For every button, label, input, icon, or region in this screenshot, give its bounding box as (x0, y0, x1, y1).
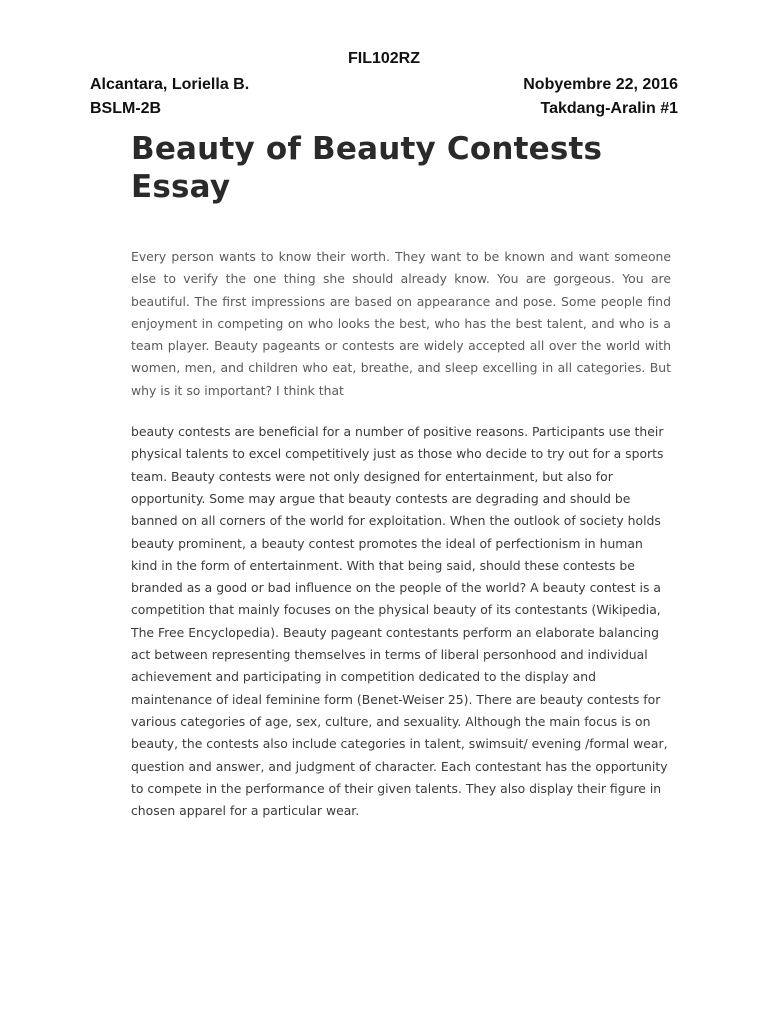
student-section: BSLM-2B (90, 100, 162, 117)
header-row-section-assignment (90, 100, 678, 118)
header-row-name-date (90, 76, 678, 94)
essay-title-line-1: Beauty of Beauty Contests (131, 131, 603, 167)
assignment-label: Takdang-Aralin #1 (540, 100, 678, 117)
essay-paragraph-intro: Every person wants to know their worth. They want to be known and want someone else to verify the one thing she should already know. You are gorgeous. You are beautiful. The first impressions are based on appearance and pose. Some people find enjoyment in competing on who looks the best, who has the best talent, and who is a team player. Beauty pageants or contests are widely accepted all over the world with women, men, and children who eat, breathe, and sleep excelling in all categories. But why is it so important? I think that (131, 249, 671, 398)
course-code: FIL102RZ (347, 50, 420, 67)
student-name: Alcantara, Loriella B. (90, 76, 250, 93)
submission-date: Nobyembre 22, 2016 (523, 76, 678, 93)
essay-title-line-2: Essay (131, 169, 231, 205)
essay-title (131, 130, 671, 206)
essay-content (131, 130, 671, 822)
essay-paragraph-body: beauty contests are beneficial for a number of positive reasons. Participants use their physical talents to excel competitively just as those who decide to try out for a sports team. Beauty contests were not only designed for entertainment, but also for opportunity. Some may argue that beauty contests are degrading and should be banned on all corners of the world for exploitation. When the outlook of society holds beauty prominent, a beauty contest promotes the ideal of perfectionism in human kind in the form of entertainment. With that being said, should these contests be branded as a good or bad influence on the people of the world? A beauty contest is a competition that mainly focuses on the physical beauty of its contestants (Wikipedia, The Free Encyclopedia). Beauty pageant contestants perform an elaborate balancing act between representing themselves in terms of liberal personhood and individual achievement and participating in competition dedicated to the display and maintenance of ideal feminine form (Benet-Weiser 25). There are beauty contests for various categories of age, sex, culture, and sexuality. Although the main focus is on beauty, the contests also include categories in talent, swimsuit/ evening /formal wear, question and answer, and judgment of character. Each contestant has the opportunity to compete in the performance of their given talents. They also display their figure in chosen apparel for a particular wear. (131, 424, 668, 819)
